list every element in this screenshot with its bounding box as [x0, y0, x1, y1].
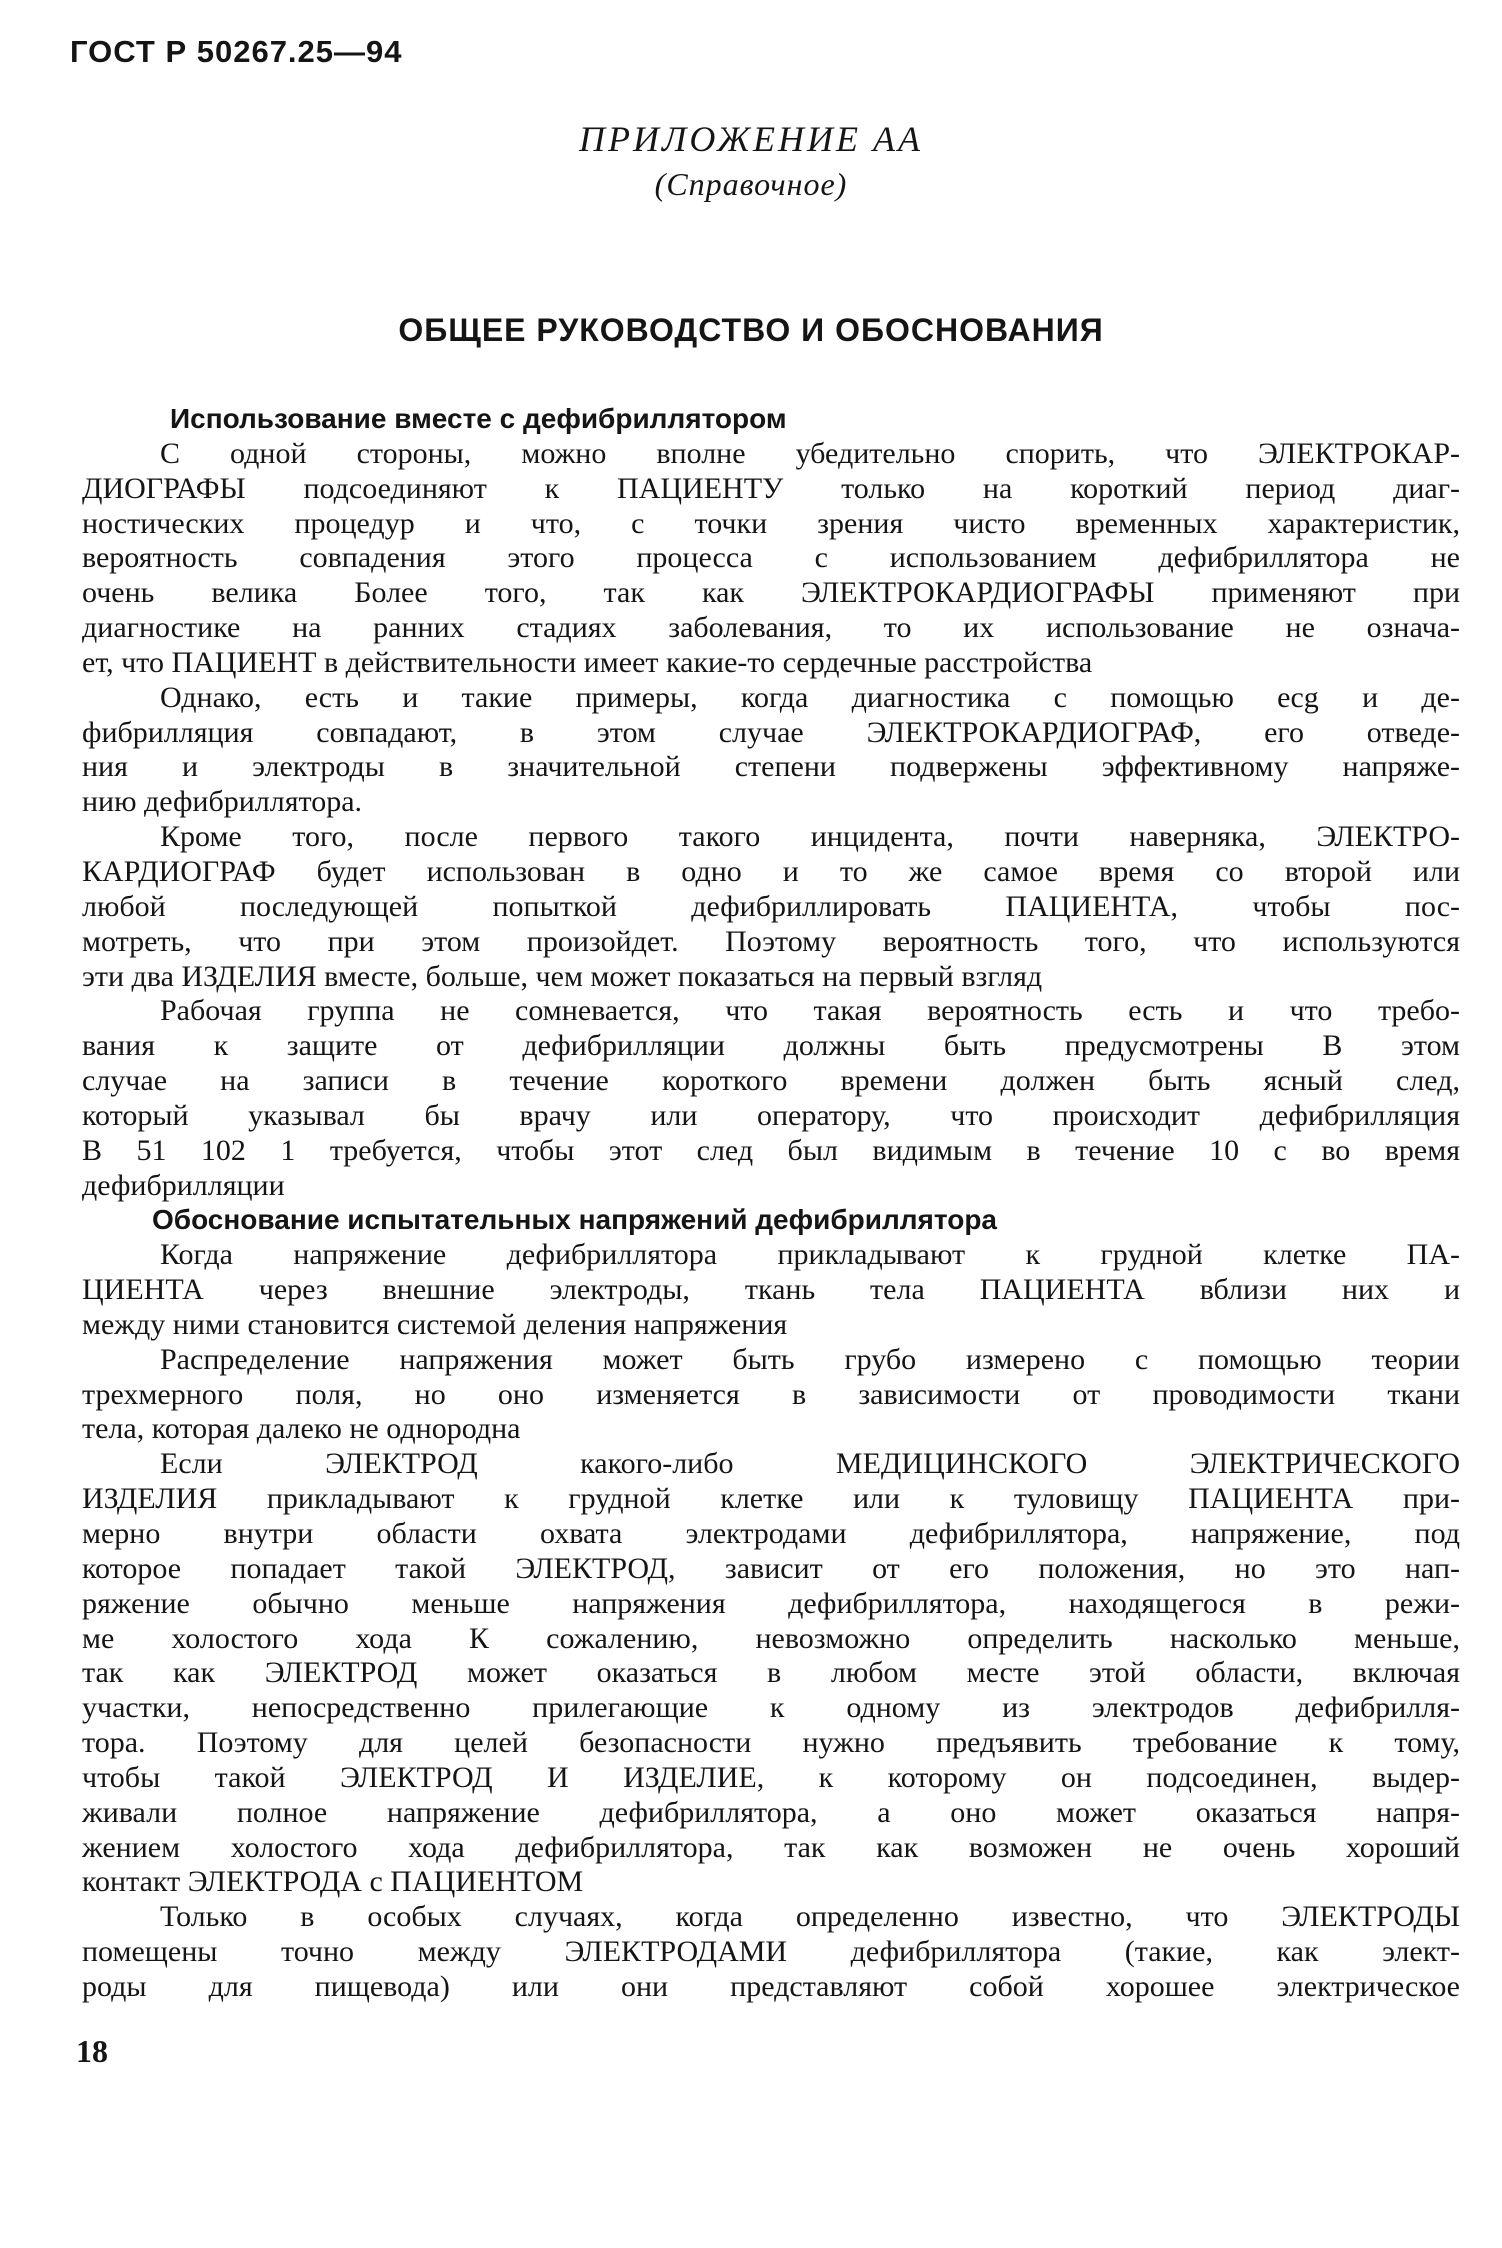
appendix-subtitle: (Справочное) [654, 166, 848, 202]
text-line: Если ЭЛЕКТРОД какого-либо МЕДИЦИНСКОГО ЭЛЕКТРИЧЕСКОГО [160, 1447, 1460, 1481]
text-line: любой последующей попыткой дефибриллировать ПАЦИЕНТА, чтобы пос- [82, 889, 1460, 923]
text-line: трехмерного поля, но оно изменяется в зависимости от проводимости ткани [82, 1377, 1460, 1411]
text-line: которое попадает такой ЭЛЕКТРОД, зависит от его положения, но это нап- [82, 1551, 1460, 1585]
text-line: В 51 102 1 требуется, чтобы этот след был видимым в течение 10 с во время [82, 1133, 1460, 1167]
text-line: ИЗДЕЛИЯ прикладывают к грудной клетке или к туловищу ПАЦИЕНТА при- [82, 1482, 1460, 1516]
text-line: Распределение напряжения может быть грубо измерено с помощью теории [160, 1342, 1460, 1376]
section-title: ОБЩЕЕ РУКОВОДСТВО И ОБОСНОВАНИЯ [398, 312, 1104, 348]
text-line: ния и электроды в значительной степени подвержены эффективному напряже- [82, 750, 1460, 784]
text-line: ряжение обычно меньше напряжения дефибриллятора, находящегося в режи- [82, 1586, 1460, 1620]
text-line: случае на записи в течение короткого времени должен быть ясный след, [82, 1064, 1460, 1098]
text-line: ет, что ПАЦИЕНТ в действительности имеет какие-то сердечные расстройства [82, 645, 1093, 679]
text-line: фибрилляция совпадают, в этом случае ЭЛЕКТРОКАРДИОГРАФ, его отведе- [82, 715, 1460, 749]
text-line: Рабочая группа не сомневается, что такая вероятность есть и что требо- [160, 994, 1460, 1028]
text-line: Только в особых случаях, когда определенно известно, что ЭЛЕКТРОДЫ [160, 1900, 1460, 1934]
text-line: жением холостого хода дефибриллятора, так как возможен не очень хороший [82, 1830, 1460, 1864]
text-line: ме холостого хода К сожалению, невозможно определить насколько меньше, [82, 1621, 1460, 1655]
text-line: дефибрилляции [82, 1168, 285, 1202]
text-line: живали полное напряжение дефибриллятора, а оно может оказаться напря- [82, 1795, 1460, 1829]
text-line: С одной стороны, можно вполне убедительно спорить, что ЭЛЕКТРОКАР- [160, 436, 1460, 470]
body-text [82, 402, 1460, 2005]
text-line: роды для пищевода) или они представляют собой хорошее электрическое [82, 1969, 1460, 2003]
text-line: Кроме того, после первого такого инцидента, почти наверняка, ЭЛЕКТРО- [160, 820, 1460, 854]
text-line: так как ЭЛЕКТРОД может оказаться в любом месте этой области, включая [82, 1656, 1460, 1690]
document-code: ГОСТ Р 50267.25—94 [70, 34, 403, 69]
text-line: мерно внутри области охвата электродами дефибриллятора, напряжение, под [82, 1517, 1460, 1550]
text-line: Когда напряжение дефибриллятора прикладывают к грудной клетке ПА- [160, 1238, 1460, 1272]
text-line: вероятность совпадения этого процесса с использованием дефибриллятора не [82, 541, 1460, 575]
text-line: ДИОГРАФЫ подсоединяют к ПАЦИЕНТУ только на короткий период диаг- [82, 471, 1460, 505]
subsection-heading: Использование вместе с дефибриллятором [170, 403, 787, 434]
text-line: нию дефибриллятора. [82, 785, 363, 819]
text-line: ностических процедур и что, с точки зрения чисто временных характеристик, [82, 506, 1460, 540]
text-line: который указывал бы врачу или оператору, что происходит дефибрилляция [82, 1098, 1460, 1132]
text-line: помещены точно между ЭЛЕКТРОДАМИ дефибриллятора (такие, как элект- [82, 1935, 1460, 1969]
text-line: контакт ЭЛЕКТРОДА с ПАЦИЕНТОМ [82, 1865, 584, 1899]
text-line: ЦИЕНТА через внешние электроды, ткань тела ПАЦИЕНТА вблизи них и [82, 1273, 1460, 1307]
text-line: Однако, есть и такие примеры, когда диагностика с помощью ecg и де- [160, 680, 1460, 714]
page-number: 18 [76, 2033, 108, 2069]
appendix-title: ПРИЛОЖЕНИЕ АА [579, 119, 923, 159]
text-line: вания к защите от дефибрилляции должны быть предусмотрены В этом [82, 1029, 1460, 1063]
text-line: участки, непосредственно прилегающие к одному из электродов дефибрилля- [82, 1691, 1460, 1725]
text-line: диагностике на ранних стадиях заболевания, то их использование не означа- [82, 611, 1460, 645]
text-line: мотреть, что при этом произойдет. Поэтому вероятность того, что используются [82, 924, 1460, 958]
text-line: очень велика Более того, так как ЭЛЕКТРОКАРДИОГРАФЫ применяют при [82, 576, 1460, 610]
subsection-heading: Обоснование испытательных напряжений дефибриллятора [152, 1204, 997, 1236]
text-line: чтобы такой ЭЛЕКТРОД И ИЗДЕЛИЕ, к которому он подсоединен, выдер- [82, 1760, 1460, 1794]
text-line: тела, которая далеко не однородна [82, 1412, 521, 1446]
text-line: эти два ИЗДЕЛИЯ вместе, больше, чем может показаться на первый взгляд [82, 959, 1043, 993]
text-line: тора. Поэтому для целей безопасности нужно предъявить требование к тому, [82, 1726, 1460, 1760]
text-line: КАРДИОГРАФ будет использован в одно и то же самое время со второй или [82, 854, 1460, 888]
text-line: между ними становится системой деления напряжения [82, 1307, 788, 1341]
